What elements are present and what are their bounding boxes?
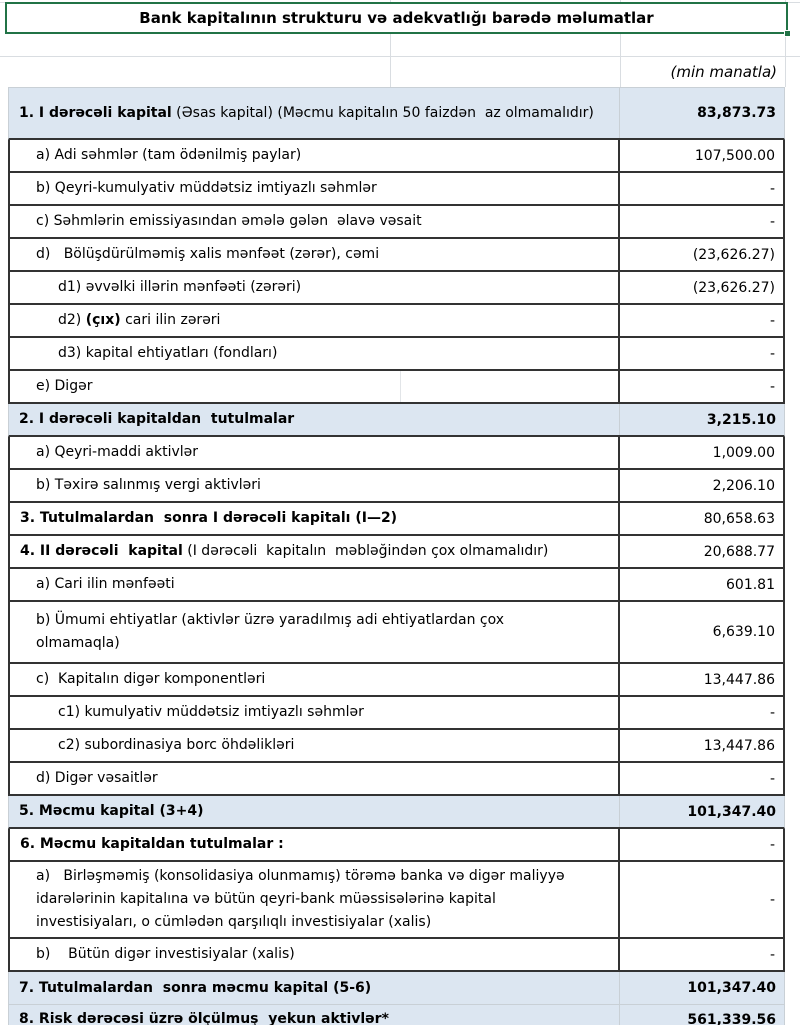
row-value: 83,873.73 bbox=[697, 105, 776, 121]
row-label-cell[interactable] bbox=[10, 239, 618, 270]
row-label-cell[interactable] bbox=[9, 404, 619, 435]
row-value-cell[interactable] bbox=[618, 829, 783, 860]
capital-structure-table bbox=[8, 87, 785, 1025]
row-value: - bbox=[769, 770, 775, 787]
row-value-cell[interactable] bbox=[618, 338, 783, 369]
row-value: 13,447.86 bbox=[703, 737, 775, 754]
row-value: - bbox=[769, 836, 775, 853]
row-value: - bbox=[769, 213, 775, 230]
row-label-cell[interactable] bbox=[10, 730, 618, 761]
table-row bbox=[8, 1005, 785, 1025]
table-row bbox=[8, 272, 785, 305]
row-value-cell[interactable] bbox=[618, 305, 783, 336]
table-row bbox=[8, 862, 785, 939]
row-label: b) Təxirə salınmış vergi aktivləri bbox=[36, 477, 261, 493]
row-value-cell[interactable] bbox=[618, 536, 783, 567]
row-value-cell[interactable] bbox=[618, 503, 783, 534]
row-label: a) Adi səhmlər (tam ödənilmiş paylar) bbox=[36, 147, 302, 163]
row-label: 3. Tutulmalardan sonra I dərəcəli kapitalı (I—2) bbox=[20, 510, 398, 526]
row-label: 1. I dərəcəli kapital (Əsas kapital) (Məcmu kapitalın 50 faizdən az olmamalıdır) bbox=[19, 104, 594, 121]
row-label-cell[interactable] bbox=[10, 206, 618, 237]
title-cell[interactable] bbox=[5, 2, 788, 34]
row-value: 13,447.86 bbox=[703, 671, 775, 688]
row-value: - bbox=[769, 378, 775, 395]
row-label-cell[interactable] bbox=[10, 862, 618, 937]
row-label: b) Ümumi ehtiyatlar (aktivlər üzrə yaradılmış adi ehtiyatlardan çox olmamaqla) bbox=[36, 612, 509, 651]
row-value: 107,500.00 bbox=[694, 147, 775, 164]
table-row bbox=[8, 536, 785, 569]
row-label-cell[interactable] bbox=[9, 1005, 619, 1025]
row-value-cell[interactable] bbox=[619, 1005, 784, 1025]
row-label: 7. Tutulmalardan sonra məcmu kapital (5-6) bbox=[19, 979, 372, 996]
row-value-cell[interactable] bbox=[618, 602, 783, 662]
table-row bbox=[8, 470, 785, 503]
row-label: c2) subordinasiya borc öhdəlikləri bbox=[58, 737, 295, 753]
gridline bbox=[0, 56, 800, 57]
table-row bbox=[8, 730, 785, 763]
row-value: 1,009.00 bbox=[712, 444, 775, 461]
row-value-cell[interactable] bbox=[618, 437, 783, 468]
table-row bbox=[8, 602, 785, 664]
row-value: 101,347.40 bbox=[687, 980, 776, 996]
row-label-cell[interactable] bbox=[10, 664, 618, 695]
row-value-cell[interactable] bbox=[618, 862, 783, 937]
table-row bbox=[8, 972, 785, 1005]
row-value-cell[interactable] bbox=[618, 730, 783, 761]
table-row bbox=[8, 338, 785, 371]
row-label: a) Qeyri-maddi aktivlər bbox=[36, 444, 199, 460]
row-label: d3) kapital ehtiyatları (fondları) bbox=[58, 345, 278, 361]
row-value-cell[interactable] bbox=[618, 470, 783, 501]
row-label-cell[interactable] bbox=[10, 470, 618, 501]
row-value: 6,639.10 bbox=[712, 624, 775, 640]
row-label: d2) (çıx) cari ilin zərəri bbox=[58, 312, 221, 328]
row-value-cell[interactable] bbox=[618, 939, 783, 970]
row-value-cell[interactable] bbox=[618, 371, 783, 402]
table-row bbox=[8, 569, 785, 602]
row-label-cell[interactable] bbox=[10, 371, 618, 402]
row-value: - bbox=[769, 704, 775, 721]
table-row bbox=[8, 404, 785, 437]
table-row bbox=[8, 664, 785, 697]
unit-note-cell[interactable] bbox=[621, 58, 781, 86]
row-value: - bbox=[769, 946, 775, 963]
table-row bbox=[8, 503, 785, 536]
row-value-cell[interactable] bbox=[619, 972, 784, 1004]
row-label-cell[interactable] bbox=[10, 536, 618, 567]
row-value-cell[interactable] bbox=[618, 569, 783, 600]
row-value: - bbox=[769, 345, 775, 362]
row-label: b) Bütün digər investisiyalar (xalis) bbox=[36, 946, 295, 962]
row-label: c) Səhmlərin emissiyasından əmələ gələn əlavə vəsait bbox=[36, 213, 422, 229]
row-label: c1) kumulyativ müddətsiz imtiyazlı səhmlər bbox=[58, 704, 364, 720]
row-value: 3,215.10 bbox=[706, 411, 776, 428]
row-value: 101,347.40 bbox=[687, 803, 776, 820]
row-label-cell[interactable] bbox=[10, 173, 618, 204]
row-label: d) Digər vəsaitlər bbox=[36, 770, 158, 786]
row-label-cell[interactable] bbox=[9, 88, 619, 138]
row-label: d1) əvvəlki illərin mənfəəti (zərəri) bbox=[58, 279, 302, 295]
table-row bbox=[8, 437, 785, 470]
table-row bbox=[8, 763, 785, 796]
row-value-cell[interactable] bbox=[618, 140, 783, 171]
page-title: Bank kapitalının strukturu və adekvatlığı barədə məlumatlar bbox=[139, 9, 654, 27]
row-label-cell[interactable] bbox=[10, 305, 618, 336]
table-row bbox=[8, 939, 785, 972]
row-value: (23,626.27) bbox=[692, 279, 775, 296]
table-row bbox=[8, 173, 785, 206]
row-value: - bbox=[769, 891, 775, 908]
row-value: 2,206.10 bbox=[712, 477, 775, 494]
table-row bbox=[8, 206, 785, 239]
row-label-cell[interactable] bbox=[10, 503, 618, 534]
unit-note: (min manatla) bbox=[670, 63, 777, 81]
row-value: - bbox=[769, 312, 775, 329]
row-label: d) Bölüşdürülməmiş xalis mənfəət (zərər), cəmi bbox=[36, 246, 380, 262]
row-label-cell[interactable] bbox=[10, 569, 618, 600]
row-label-cell[interactable] bbox=[9, 796, 619, 827]
row-value: 561,339.56 bbox=[687, 1011, 776, 1025]
row-value-cell[interactable] bbox=[618, 272, 783, 303]
row-label-cell[interactable] bbox=[10, 338, 618, 369]
row-label: c) Kapitalın digər komponentləri bbox=[36, 671, 266, 687]
row-label: 4. II dərəcəli kapital (I dərəcəli kapitalın məbləğindən çox olmamalıdır) bbox=[20, 543, 549, 559]
table-row bbox=[8, 88, 785, 140]
row-label: 8. Risk dərəcəsi üzrə ölçülmuş yekun aktivlər* bbox=[19, 1011, 389, 1025]
row-label-cell[interactable] bbox=[10, 939, 618, 970]
selection-fill-handle[interactable] bbox=[784, 30, 791, 37]
row-label: a) Cari ilin mənfəəti bbox=[36, 576, 175, 592]
row-label-cell[interactable] bbox=[10, 829, 618, 860]
row-label: a) Birləşməmiş (konsolidasiya olunmamış) törəmə banka və digər maliyyə idarələrinin kapitalına və bütün qeyri-bank müəssisələrinə kapital investisiyaları, o cümlədən qarşılıqlı investisiyalar (xalis) bbox=[36, 868, 570, 930]
row-value-cell[interactable] bbox=[619, 796, 784, 827]
row-label-cell[interactable] bbox=[9, 972, 619, 1004]
table-row bbox=[8, 305, 785, 338]
row-value-cell[interactable] bbox=[618, 173, 783, 204]
row-value-cell[interactable] bbox=[618, 239, 783, 270]
row-label: 5. Məcmu kapital (3+4) bbox=[19, 803, 204, 819]
row-label-cell[interactable] bbox=[10, 697, 618, 728]
row-value: - bbox=[769, 180, 775, 197]
row-label-cell[interactable] bbox=[10, 272, 618, 303]
row-value-cell[interactable] bbox=[619, 88, 784, 138]
row-value: 80,658.63 bbox=[703, 510, 775, 527]
row-label: 6. Məcmu kapitaldan tutulmalar : bbox=[20, 836, 284, 852]
table-row bbox=[8, 371, 785, 404]
table-row bbox=[8, 239, 785, 272]
row-value-cell[interactable] bbox=[618, 697, 783, 728]
row-label-cell[interactable] bbox=[10, 437, 618, 468]
row-label: b) Qeyri-kumulyativ müddətsiz imtiyazlı səhmlər bbox=[36, 180, 377, 196]
row-label-cell[interactable] bbox=[10, 763, 618, 794]
row-value: 20,688.77 bbox=[703, 543, 775, 560]
row-label: e) Digər bbox=[36, 378, 93, 394]
row-value-cell[interactable] bbox=[618, 763, 783, 794]
row-value-cell[interactable] bbox=[618, 206, 783, 237]
table-row bbox=[8, 796, 785, 829]
table-row bbox=[8, 829, 785, 862]
row-value-cell[interactable] bbox=[619, 404, 784, 435]
table-row bbox=[8, 697, 785, 730]
row-label-cell[interactable] bbox=[10, 140, 618, 171]
row-value: 601.81 bbox=[726, 576, 775, 593]
table-row bbox=[8, 140, 785, 173]
row-value-cell[interactable] bbox=[618, 664, 783, 695]
row-value: (23,626.27) bbox=[692, 246, 775, 263]
table-rows bbox=[8, 87, 785, 1025]
row-label: 2. I dərəcəli kapitaldan tutulmalar bbox=[19, 411, 295, 427]
row-label-cell[interactable] bbox=[10, 602, 618, 662]
